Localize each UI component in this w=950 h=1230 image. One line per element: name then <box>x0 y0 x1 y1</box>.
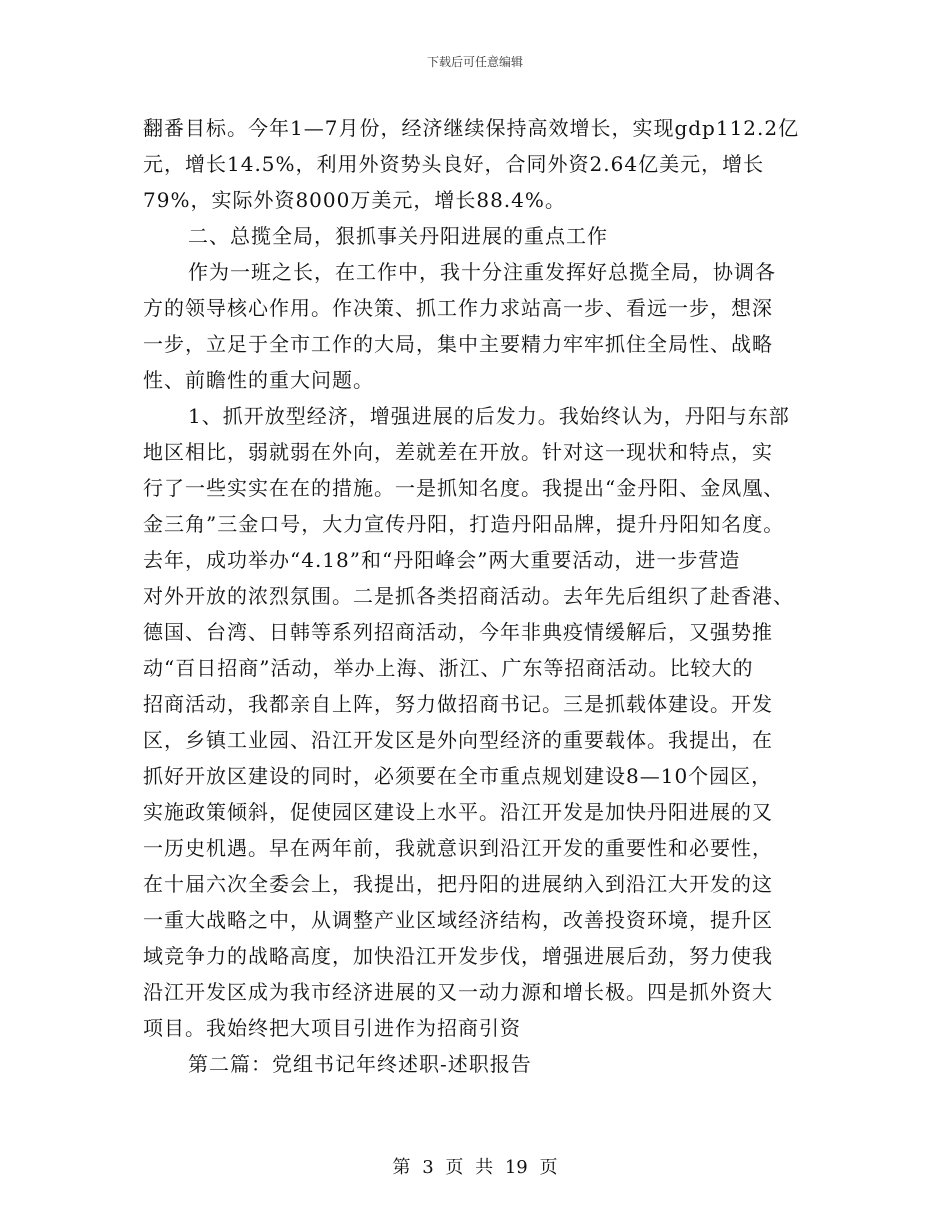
text-line: 抓好开放区建设的同时，必须要在全市重点规划建设8—10个园区， <box>143 764 773 788</box>
text-line: 元，增长14.5%，利用外资势头良好，合同外资2.64亿美元，增长 <box>143 152 765 176</box>
text-line: 一步，立足于全市工作的大局，集中主要精力牢牢抓住全局性、战略 <box>143 332 773 356</box>
text-line: 方的领导核心作用。作决策、抓工作力求站高一步、看远一步，想深 <box>143 296 773 320</box>
text-line: 一历史机遇。早在两年前，我就意识到沿江开发的重要性和必要性， <box>143 836 773 860</box>
section-heading: 二、总揽全局，狠抓事关丹阳进展的重点工作 <box>188 224 608 248</box>
text-line: 行了一些实实在在的措施。一是抓知名度。我提出“金丹阳、金凤凰、 <box>143 476 785 500</box>
text-line: 在十届六次全委会上，我提出，把丹阳的进展纳入到沿江大开发的这 <box>143 872 773 896</box>
text-line: 实施政策倾斜，促使园区建设上水平。沿江开发是加快丹阳进展的又 <box>143 800 773 824</box>
text-line: 作为一班之长，在工作中，我十分注重发挥好总揽全局，协调各 <box>188 260 776 284</box>
chapter-heading: 第二篇：党组书记年终述职-述职报告 <box>188 1052 532 1076</box>
text-line: 项目。我始终把大项目引进作为招商引资 <box>143 1016 521 1040</box>
text-line: 性、前瞻性的重大问题。 <box>143 368 374 392</box>
text-line: 对外开放的浓烈氛围。二是抓各类招商活动。去年先后组织了赴香港、 <box>143 584 794 608</box>
text-line: 域竞争力的战略高度，加快沿江开发步伐，增强进展后劲，努力使我 <box>143 944 773 968</box>
page-number-footer: 第 3 页 共 19 页 <box>392 1157 558 1178</box>
text-line: 金三角”三金口号，大力宣传丹阳，打造丹阳品牌，提升丹阳知名度。 <box>143 512 785 536</box>
page-header-note: 下载后可任意编辑 <box>426 55 523 69</box>
text-line: 79%，实际外资8000万美元，增长88.4%。 <box>143 188 566 212</box>
text-line: 动“百日招商”活动，举办上海、浙江、广东等招商活动。比较大的 <box>143 656 754 680</box>
text-line: 地区相比，弱就弱在外向，差就差在开放。针对这一现状和特点，实 <box>143 440 773 464</box>
text-line: 沿江开发区成为我市经济进展的又一动力源和增长极。四是抓外资大 <box>143 980 773 1004</box>
text-line: 一重大战略之中，从调整产业区域经济结构，改善投资环境，提升区 <box>143 908 773 932</box>
text-line: 德国、台湾、日韩等系列招商活动，今年非典疫情缓解后，又强势推 <box>143 620 773 644</box>
text-line: 1、抓开放型经济，增强进展的后发力。我始终认为，丹阳与东部 <box>188 404 790 428</box>
text-line: 翻番目标。今年1—7月份，经济继续保持高效增长，实现gdp112.2亿 <box>143 116 800 140</box>
text-line: 去年，成功举办“4.18”和“丹阳峰会”两大重要活动，进一步营造 <box>143 548 741 572</box>
text-line: 招商活动，我都亲自上阵，努力做招商书记。三是抓载体建设。开发 <box>143 692 773 716</box>
text-line: 区，乡镇工业园、沿江开发区是外向型经济的重要载体。我提出，在 <box>143 728 773 752</box>
